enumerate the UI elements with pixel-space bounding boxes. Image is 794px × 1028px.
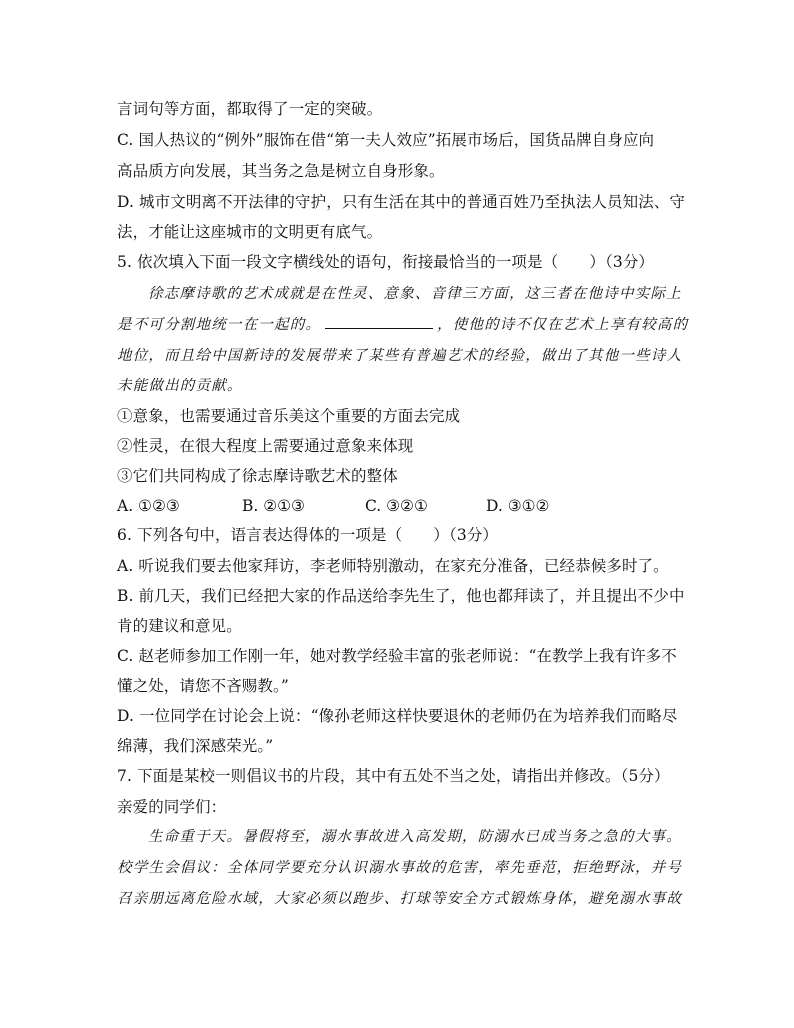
q4-option-d-line1: D. 城市文明离不开法律的守护，只有生活在其中的普通百姓乃至执法人员知法、守	[117, 193, 686, 211]
q6-option-b-line1: B. 前几天，我们已经把大家的作品送给李先生了，他也都拜读了，并且提出不少中	[117, 587, 685, 605]
q5-sentence-1: ①意象，也需要通过音乐美这个重要的方面去完成	[117, 407, 461, 425]
q5-passage-line2-end: ，使他的诗不仅在艺术上享有较高的	[437, 317, 689, 333]
letter-body-line1: 生命重于天。暑假将至，溺水事故进入高发期，防溺水已成当务之急的大事。	[148, 829, 682, 845]
question-6-stem: 6. 下列各句中，语言表达得体的一项是（ ）（3分）	[117, 526, 499, 544]
letter-salutation: 亲爱的同学们：	[117, 798, 227, 816]
q5-sentence-2: ②性灵，在很大程度上需要通过意象来体现	[117, 437, 414, 455]
q5-sentence-3: ③它们共同构成了徐志摩诗歌艺术的整体	[117, 467, 398, 485]
q6-option-b-line2: 肯的建议和意见。	[117, 617, 242, 635]
q5-passage-line4: 未能做出的贡献。	[117, 378, 243, 394]
q5-passage-line1: 徐志摩诗歌的艺术成就是在性灵、意象、音律三方面，这三者在他诗中实际上	[148, 286, 682, 302]
q5-option-b: B. ②①③	[242, 497, 305, 515]
q5-passage-line3: 地位，而且给中国新诗的发展带来了某些有普遍艺术的经验，做出了其他一些诗人	[117, 348, 683, 364]
q6-option-c-line2: 懂之处，请您不吝赐教。”	[117, 677, 289, 695]
question-5-stem: 5. 依次填入下面一段文字横线处的语句，衔接最恰当的一项是（ ）（3分）	[117, 253, 655, 271]
letter-body-line2: 校学生会倡议：全体同学要充分认识溺水事故的危害，率先垂范，拒绝野泳，并号	[117, 860, 683, 876]
q6-option-d-line1: D. 一位同学在讨论会上说：“像孙老师这样快要退休的老师仍在为培养我们而略尽	[117, 707, 678, 725]
q5-option-d: D. ③①②	[486, 497, 550, 515]
q4-option-d-line2: 法，才能让这座城市的文明更有底气。	[117, 223, 383, 241]
fill-in-blank	[325, 314, 433, 329]
q4-option-c-line2: 高品质方向发展，其当务之急是树立自身形象。	[117, 162, 445, 180]
q4-option-b-continued: 言词句等方面，都取得了一定的突破。	[117, 100, 383, 118]
q6-option-d-line2: 绵薄，我们深感荣光。”	[117, 737, 274, 755]
q6-option-c-line1: C. 赵老师参加工作刚一年，她对教学经验丰富的张老师说：“在教学上我有许多不	[117, 647, 677, 665]
q5-passage-line2-start: 是不可分割地统一在一起的。	[117, 317, 322, 333]
q6-option-a: A. 听说我们要去他家拜访，李老师特别激动，在家充分准备，已经恭候多时了。	[117, 557, 669, 575]
q5-option-a: A. ①②③	[117, 497, 180, 515]
letter-body-line3: 召亲朋远离危险水域，大家必须以跑步、打球等安全方式锻炼身体，避免溺水事故	[117, 891, 683, 907]
question-7-stem: 7. 下面是某校一则倡议书的片段，其中有五处不当之处，请指出并修改。（5分）	[117, 767, 670, 785]
q5-passage-line2	[117, 314, 687, 336]
q5-option-c: C. ③②①	[365, 497, 428, 515]
q4-option-c-line1: C. 国人热议的“例外”服饰在借“第一夫人效应”拓展市场后，国货品牌自身应向	[117, 131, 655, 149]
